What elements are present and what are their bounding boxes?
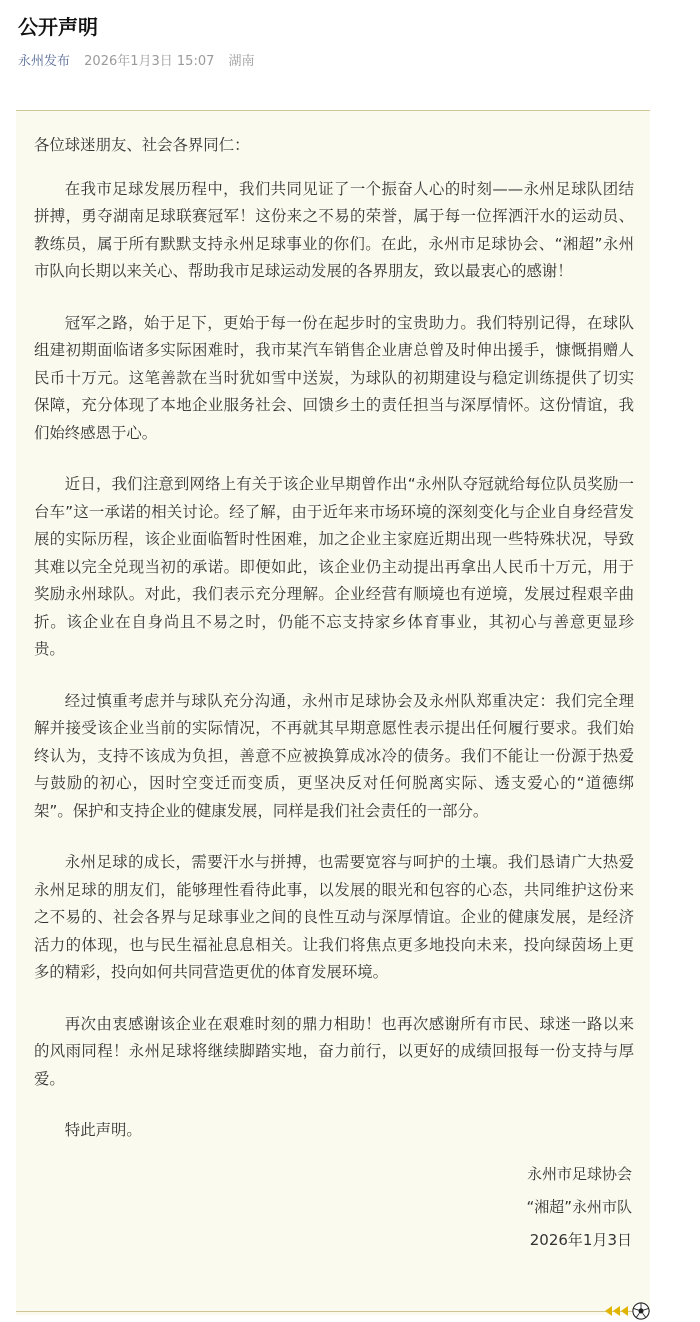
- statement-body: [34, 132, 634, 1169]
- soccer-ball-icon: [632, 1302, 650, 1320]
- triangle-arrow-icon: [621, 1306, 628, 1316]
- footer-ornament: [605, 1300, 650, 1322]
- publish-time: 2026年1月3日 15:07: [84, 54, 215, 69]
- top-divider: [16, 110, 650, 111]
- signature-block: [526, 1164, 632, 1263]
- paragraph-2: 冠军之路，始于足下，更始于每一份在起步时的宝贵助力。我们特别记得，在球队组建初期面临诸多实际困难时，我市某汽车销售企业唐总曾及时伸出援手，慷慨捐赠人民币十万元。这笔善款在当时犹如雪中送炭，为球队的初期建设与稳定训练提供了切实保障，充分体现了本地企业服务社会、回馈乡土的责任担当与深厚情怀。这份情谊，我们始终感恩于心。: [34, 313, 634, 442]
- closing-line: 特此声明。: [64, 1121, 142, 1139]
- bottom-divider: [16, 1311, 650, 1312]
- signature-date: 2026年1月3日: [529, 1231, 632, 1249]
- triangle-arrow-icon: [605, 1306, 612, 1316]
- paragraph-6: 再次由衷感谢该企业在艰难时刻的鼎力相助！也再次感谢所有市民、球迷一路以来的风雨同程！永州足球将继续脚踏实地，奋力前行，以更好的成绩回报每一份支持与厚爱。: [34, 1014, 634, 1088]
- publish-location: 湖南: [228, 54, 255, 69]
- paragraph-5: 永州足球的成长，需要汗水与拼搏，也需要宽容与呵护的土壤。我们恳请广大热爱永州足球的朋友们，能够理性看待此事，以发展的眼光和包容的心态，共同维护这份来之不易的、社会各界与足球事业之间的良性互动与深厚情谊。企业的健康发展，是经济活力的体现，也与民生福祉息息相关。让我们将焦点更多地投向未来，投向绿茵场上更多的精彩，投向如何共同营造更优的体育发展环境。: [34, 853, 634, 981]
- article-meta: [18, 52, 255, 72]
- paragraph-3: 近日，我们注意到网络上有关于该企业早期曾作出“永州队夺冠就给每位队员奖励一台车”这一承诺的相关讨论。经了解，由于近年来市场环境的深刻变化与企业自身经营发展的实际历程，该企业面临暂时性困难，加之企业主家庭近期出现一些特殊状况，导致其难以完全兑现当初的承诺。即便如此，该企业仍主动提出再拿出人民币十万元，用于奖励永州球队。对此，我们表示充分理解。企业经营有顺境也有逆境，发展过程艰辛曲折。该企业在自身尚且不易之时，仍能不忘支持家乡体育事业，其初心与善意更显珍贵。: [34, 475, 634, 658]
- page-title: 公开声明: [18, 15, 98, 39]
- paragraph-1: 在我市足球发展历程中，我们共同见证了一个振奋人心的时刻——永州足球队团结拼搏，勇夺湖南足球联赛冠军！这份来之不易的荣誉，属于每一位挥洒汗水的运动员、教练员，属于所有默默支持永州足球事业的你们。在此，永州市足球协会、“湘超”永州市队向长期以来关心、帮助我市足球运动发展的各界朋友，致以最衷心的感谢！: [34, 179, 634, 280]
- triangle-arrow-icon: [613, 1306, 620, 1316]
- statement-panel: [16, 110, 650, 1315]
- account-name-link[interactable]: 永州发布: [18, 54, 71, 69]
- signature-team: “湘超”永州市队: [526, 1198, 632, 1216]
- signature-organization: 永州市足球协会: [526, 1165, 632, 1183]
- paragraph-4: 经过慎重考虑并与球队充分沟通，永州市足球协会及永州队郑重决定：我们完全理解并接受该企业当前的实际情况，不再就其早期意愿性表示提出任何履行要求。我们始终认为，支持不该成为负担，善意不应被换算成冰冷的债务。我们不能让一份源于热爱与鼓励的初心，因时空变迁而变质，更坚决反对任何脱离实际、透支爱心的“道德绑架”。保护和支持企业的健康发展，同样是我们社会责任的一部分。: [34, 691, 634, 820]
- salutation: 各位球迷朋友、社会各界同仁：: [34, 136, 250, 154]
